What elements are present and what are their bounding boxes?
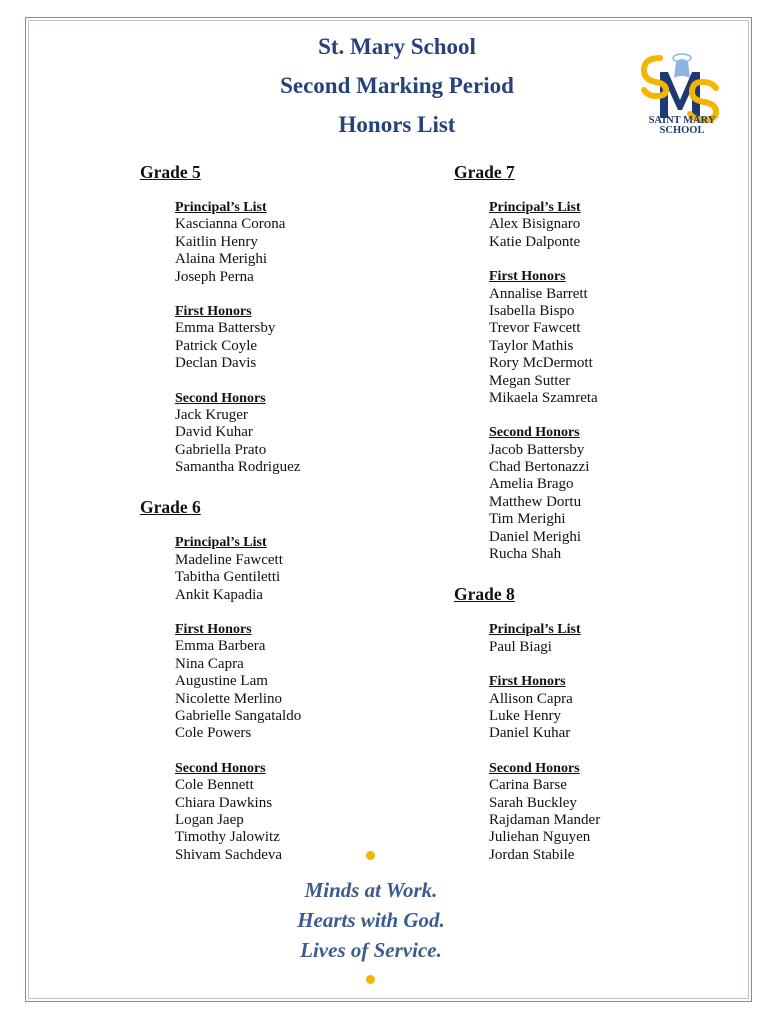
student-name: Samantha Rodriguez: [175, 459, 301, 476]
student-name: Megan Sutter: [489, 372, 571, 389]
section-title: Second Honors: [489, 425, 580, 441]
student-name: Amelia Brago: [489, 476, 574, 493]
page-border-inner: [28, 20, 749, 999]
section-title: First Honors: [489, 674, 566, 690]
section-title: Second Honors: [175, 760, 266, 776]
honors-section: [489, 199, 600, 251]
student-name: Patrick Coyle: [175, 337, 258, 354]
honors-section: [175, 621, 301, 743]
student-name: Taylor Mathis: [489, 337, 574, 354]
student-name: Mikaela Szamreta: [489, 389, 598, 406]
student-name: Isabella Bispo: [489, 302, 575, 319]
student-name: Shivam Sachdeva: [175, 846, 283, 863]
honors-section: [175, 303, 301, 373]
student-name: Gabriella Prato: [175, 441, 267, 458]
student-name: Tabitha Gentiletti: [175, 569, 281, 586]
grade-heading: Grade 6: [140, 497, 201, 518]
student-name: Katie Dalponte: [489, 233, 581, 250]
student-name: Daniel Merighi: [489, 528, 582, 545]
student-name: Rucha Shah: [489, 546, 562, 563]
section-title: Principal’s List: [175, 535, 267, 551]
student-name: Emma Battersby: [175, 320, 276, 337]
student-name: Gabrielle Sangataldo: [175, 707, 302, 724]
honors-section: [175, 390, 301, 477]
grade-heading: Grade 7: [454, 162, 515, 182]
honors-section: [175, 534, 301, 604]
student-name: Matthew Dortu: [489, 493, 582, 510]
section-title: First Honors: [175, 622, 252, 638]
student-name: Madeline Fawcett: [175, 551, 283, 568]
student-name: Annalise Barrett: [489, 285, 588, 302]
honors-section: [489, 760, 600, 864]
student-name: Emma Barbera: [175, 638, 266, 655]
student-name: David Kuhar: [175, 424, 253, 441]
honors-section: [489, 621, 600, 656]
bullet-dot-icon: [366, 851, 375, 860]
marking-period: Second Marking Period: [280, 73, 514, 98]
section-title: Principal’s List: [175, 200, 267, 215]
honors-section: [175, 199, 301, 286]
section-title: Principal’s List: [489, 200, 581, 215]
veil-icon: [674, 59, 690, 78]
student-name: Cole Powers: [175, 725, 252, 742]
student-name: Alaina Merighi: [175, 251, 268, 268]
bullet-dot-icon: [366, 975, 375, 984]
student-name: Sarah Buckley: [489, 794, 577, 811]
student-name: Paul Biagi: [489, 638, 552, 655]
student-name: Chiara Dawkins: [175, 794, 273, 811]
student-name: Kaitlin Henry: [175, 233, 258, 250]
section-title: Principal’s List: [489, 622, 581, 638]
student-name: Jacob Battersby: [489, 441, 585, 458]
right-column: [454, 158, 600, 864]
honors-section: [489, 673, 600, 743]
grade-heading: Grade 5: [140, 162, 201, 182]
student-name: Daniel Kuhar: [489, 725, 571, 742]
honors-list-title: Honors List: [338, 112, 456, 137]
section-title: Second Honors: [489, 760, 580, 776]
left-column: [140, 158, 301, 864]
school-motto: [0, 875, 742, 965]
student-name: Timothy Jalowitz: [175, 829, 280, 846]
student-name: Joseph Perna: [175, 268, 254, 285]
student-name: Augustine Lam: [175, 673, 268, 690]
student-name: Luke Henry: [489, 707, 562, 724]
student-name: Alex Bisignaro: [489, 216, 581, 233]
motto-line: Minds at Work.: [304, 878, 438, 902]
student-name: Ankit Kapadia: [175, 586, 263, 603]
school-name: St. Mary School: [318, 34, 476, 59]
student-name: Chad Bertonazzi: [489, 459, 590, 476]
student-name: Trevor Fawcett: [489, 320, 581, 337]
student-name: Nina Capra: [175, 655, 244, 672]
honors-section: [175, 760, 301, 864]
section-title: First Honors: [489, 269, 566, 285]
logo-caption: SAINT MARY SCHOOL: [648, 115, 716, 136]
section-title: First Honors: [175, 303, 252, 319]
motto-line: Lives of Service.: [300, 938, 442, 962]
student-name: Nicolette Merlino: [175, 690, 283, 707]
section-title: Second Honors: [175, 390, 266, 406]
student-name: Declan Davis: [175, 355, 257, 372]
student-name: Logan Jaep: [175, 811, 244, 828]
student-name: Allison Capra: [489, 690, 573, 707]
grade-heading: Grade 8: [454, 584, 515, 605]
student-name: Carina Barse: [489, 777, 567, 794]
student-name: Kascianna Corona: [175, 216, 286, 233]
honors-section: [489, 424, 600, 563]
student-name: Rory McDermott: [489, 355, 593, 372]
student-name: Tim Merighi: [489, 511, 566, 528]
student-name: Cole Bennett: [175, 777, 254, 794]
student-name: Rajdaman Mander: [489, 811, 601, 828]
honors-section: [489, 268, 600, 407]
motto-line: Hearts with God.: [297, 908, 445, 932]
student-name: Juliehan Nguyen: [489, 829, 591, 846]
student-name: Jack Kruger: [175, 406, 248, 423]
student-name: Jordan Stabile: [489, 846, 575, 863]
